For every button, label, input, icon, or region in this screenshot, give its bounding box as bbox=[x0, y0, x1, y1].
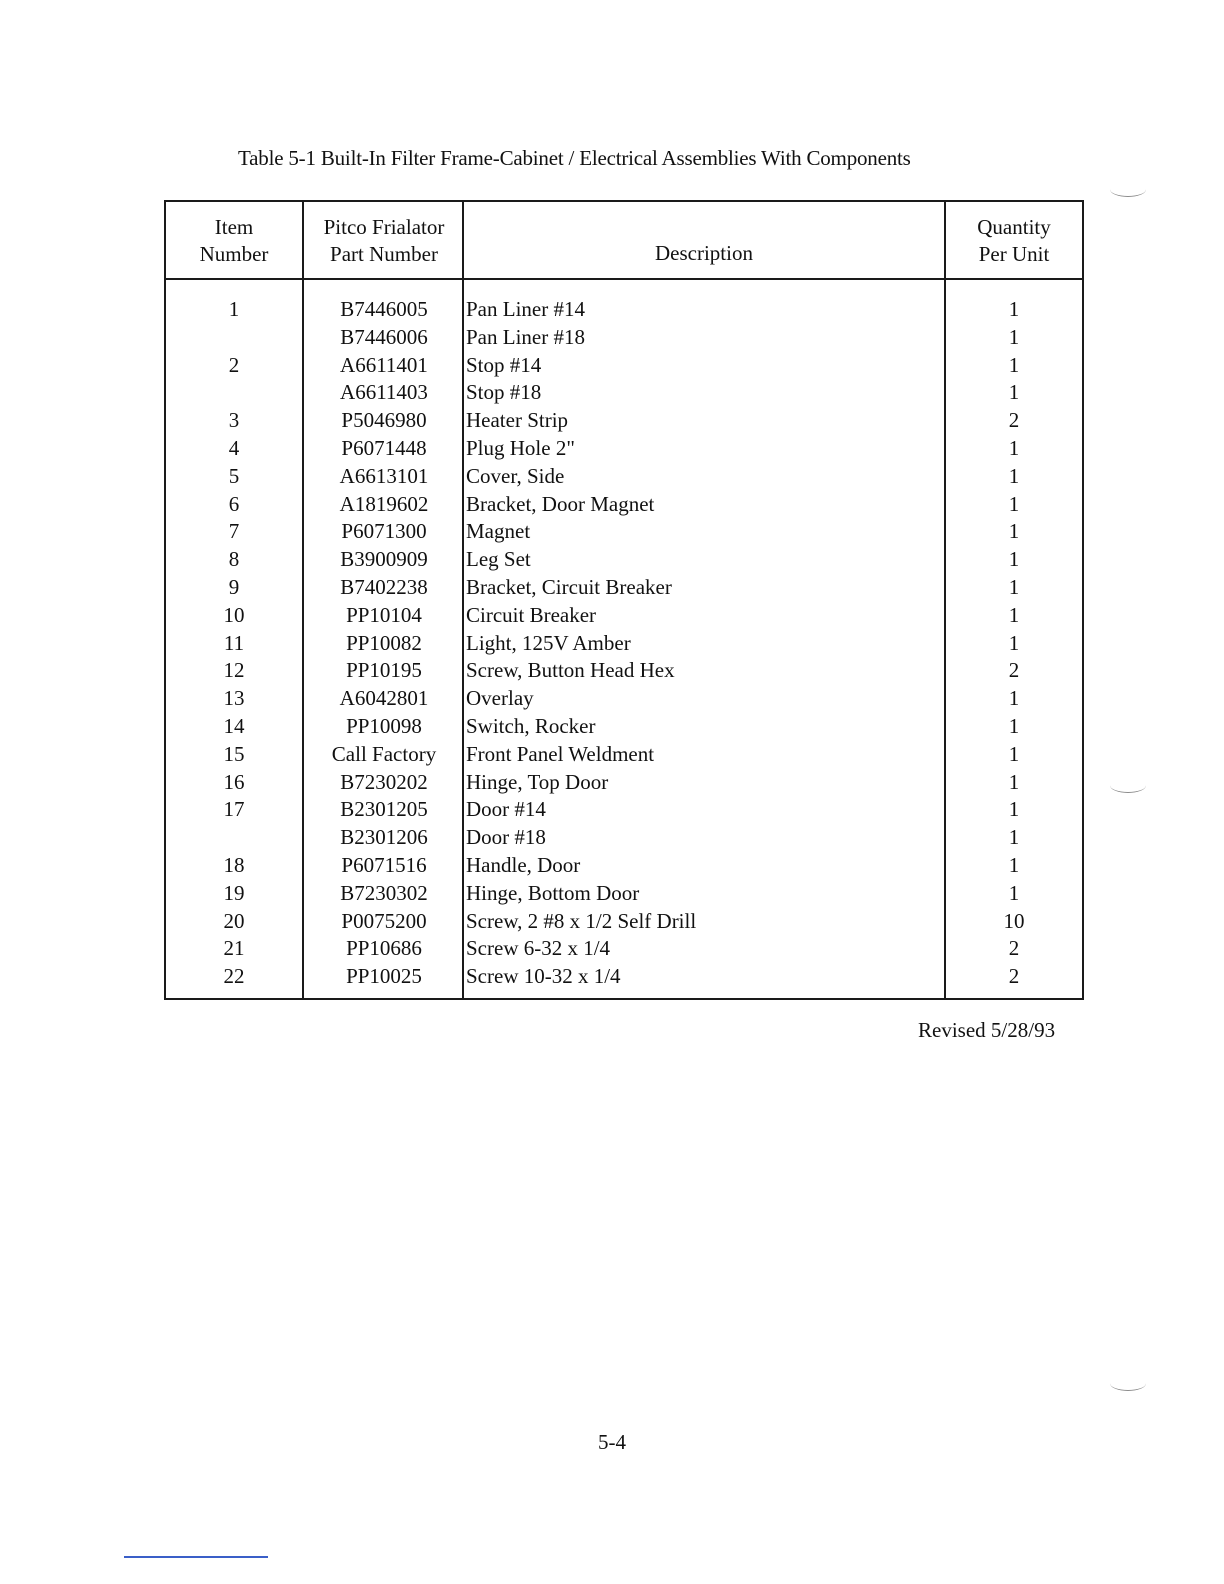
cell-description: Leg Set bbox=[466, 547, 531, 572]
cell-quantity: 10 bbox=[1003, 908, 1025, 933]
cell-quantity: 1 bbox=[1008, 741, 1020, 766]
cell-description: Switch, Rocker bbox=[466, 713, 596, 738]
cell-description: Pan Liner #18 bbox=[466, 324, 585, 349]
cell-item-number: 14 bbox=[223, 713, 245, 738]
cell-part-number: B2301205 bbox=[340, 797, 428, 822]
table-row bbox=[166, 657, 1082, 685]
cell-description: Door #14 bbox=[466, 797, 546, 822]
table-row bbox=[166, 602, 1082, 630]
cell-quantity: 1 bbox=[1008, 797, 1020, 822]
page-number: 5-4 bbox=[598, 1430, 626, 1454]
header-item-number bbox=[166, 202, 302, 278]
table-row bbox=[166, 852, 1082, 880]
table-row bbox=[166, 296, 1082, 324]
table-row bbox=[166, 324, 1082, 352]
cell-quantity: 1 bbox=[1008, 297, 1020, 321]
cell-description: Pan Liner #14 bbox=[466, 297, 585, 321]
cell-item-number: 13 bbox=[223, 686, 245, 711]
header-quantity bbox=[946, 202, 1082, 278]
table-row bbox=[166, 463, 1082, 491]
cell-quantity: 1 bbox=[1008, 852, 1020, 877]
header-qty-line1: Quantity bbox=[977, 215, 1051, 239]
cell-quantity: 1 bbox=[1008, 380, 1020, 405]
cell-description: Circuit Breaker bbox=[466, 602, 597, 627]
table-row bbox=[166, 908, 1082, 936]
cell-item-number: 18 bbox=[223, 852, 245, 877]
cell-quantity: 1 bbox=[1008, 769, 1020, 794]
cell-quantity: 1 bbox=[1008, 825, 1020, 850]
cell-description: Screw 10-32 x 1/4 bbox=[466, 964, 621, 989]
table-row bbox=[166, 769, 1082, 797]
cell-description: Light, 125V Amber bbox=[466, 630, 631, 655]
cell-part-number: Call Factory bbox=[331, 741, 437, 766]
margin-rule bbox=[124, 1556, 268, 1558]
cell-part-number: A6613101 bbox=[339, 463, 429, 488]
table-row bbox=[166, 630, 1082, 658]
table-row bbox=[166, 379, 1082, 407]
table-row bbox=[166, 352, 1082, 380]
cell-description: Door #18 bbox=[466, 825, 546, 850]
cell-description: Hinge, Top Door bbox=[466, 769, 609, 794]
cell-item-number: 2 bbox=[228, 352, 240, 377]
table-row bbox=[166, 491, 1082, 519]
cell-description: Screw 6-32 x 1/4 bbox=[466, 936, 611, 961]
cell-quantity: 1 bbox=[1008, 574, 1020, 599]
table-row bbox=[166, 824, 1082, 852]
cell-description: Stop #18 bbox=[466, 380, 542, 405]
cell-quantity: 1 bbox=[1008, 519, 1020, 544]
cell-part-number: PP10082 bbox=[346, 630, 422, 655]
cell-item-number: 22 bbox=[223, 964, 245, 989]
cell-part-number: P5046980 bbox=[341, 408, 427, 433]
cell-part-number: P0075200 bbox=[341, 908, 427, 933]
cell-part-number: PP10025 bbox=[346, 964, 422, 989]
cell-quantity: 1 bbox=[1008, 630, 1020, 655]
cell-part-number: PP10104 bbox=[346, 602, 422, 627]
cell-part-number: PP10195 bbox=[346, 658, 422, 683]
cell-part-number: P6071300 bbox=[341, 519, 427, 544]
cell-item-number: 3 bbox=[228, 408, 240, 433]
punch-hole-mark bbox=[1110, 1376, 1146, 1391]
cell-quantity: 1 bbox=[1008, 324, 1020, 349]
table-row bbox=[166, 796, 1082, 824]
cell-description: Plug Hole 2" bbox=[466, 435, 575, 460]
cell-part-number: P6071448 bbox=[341, 435, 427, 460]
cell-part-number: A6611403 bbox=[340, 380, 428, 405]
cell-quantity: 1 bbox=[1008, 880, 1020, 905]
cell-item-number: 9 bbox=[228, 574, 240, 599]
cell-part-number: PP10098 bbox=[346, 713, 422, 738]
cell-part-number: B7446005 bbox=[340, 297, 428, 321]
header-description-label: Description bbox=[655, 241, 753, 265]
cell-part-number: A1819602 bbox=[339, 491, 429, 516]
cell-item-number: 7 bbox=[228, 519, 240, 544]
cell-part-number: A6042801 bbox=[339, 686, 429, 711]
table-row bbox=[166, 880, 1082, 908]
cell-part-number: B7402238 bbox=[340, 574, 428, 599]
cell-quantity: 2 bbox=[1008, 658, 1020, 683]
header-item-line2: Number bbox=[199, 242, 269, 266]
cell-quantity: 1 bbox=[1008, 547, 1020, 572]
cell-item-number: 8 bbox=[228, 547, 240, 572]
header-item-line1: Item bbox=[214, 215, 254, 239]
revised-date: Revised 5/28/93 bbox=[918, 1018, 1056, 1042]
cell-description: Screw, Button Head Hex bbox=[466, 658, 675, 683]
cell-item-number: 12 bbox=[223, 658, 245, 683]
cell-quantity: 1 bbox=[1008, 463, 1020, 488]
cell-part-number: P6071516 bbox=[341, 852, 427, 877]
cell-part-number: B2301206 bbox=[340, 825, 428, 850]
cell-part-number: B7230302 bbox=[340, 880, 428, 905]
cell-item-number: 10 bbox=[223, 602, 245, 627]
table-row bbox=[166, 546, 1082, 574]
cell-description: Hinge, Bottom Door bbox=[466, 880, 640, 905]
cell-item-number: 1 bbox=[228, 297, 240, 321]
cell-quantity: 1 bbox=[1008, 686, 1020, 711]
cell-quantity: 1 bbox=[1008, 602, 1020, 627]
header-part-number bbox=[304, 202, 464, 278]
table-row bbox=[166, 741, 1082, 769]
header-description bbox=[464, 202, 944, 278]
table-row bbox=[166, 713, 1082, 741]
table-row bbox=[166, 935, 1082, 963]
cell-description: Screw, 2 #8 x 1/2 Self Drill bbox=[466, 908, 697, 933]
header-part-line2: Part Number bbox=[330, 242, 438, 266]
cell-item-number: 11 bbox=[223, 630, 245, 655]
cell-item-number: 20 bbox=[223, 908, 245, 933]
cell-item-number: 21 bbox=[223, 936, 245, 961]
cell-quantity: 2 bbox=[1008, 408, 1020, 433]
header-qty-line2: Per Unit bbox=[978, 242, 1050, 266]
parts-table bbox=[164, 200, 1084, 1000]
table-row bbox=[166, 574, 1082, 602]
cell-item-number: 16 bbox=[223, 769, 245, 794]
cell-item-number: 17 bbox=[223, 797, 245, 822]
punch-hole-mark bbox=[1110, 182, 1146, 197]
cell-description: Heater Strip bbox=[466, 408, 569, 433]
cell-quantity: 1 bbox=[1008, 435, 1020, 460]
cell-description: Handle, Door bbox=[466, 852, 581, 877]
cell-item-number: 5 bbox=[228, 463, 240, 488]
cell-quantity: 2 bbox=[1008, 964, 1020, 989]
cell-description: Front Panel Weldment bbox=[466, 741, 655, 766]
cell-part-number: A6611401 bbox=[340, 352, 428, 377]
cell-description: Cover, Side bbox=[466, 463, 565, 488]
cell-description: Bracket, Circuit Breaker bbox=[466, 574, 672, 599]
cell-quantity: 1 bbox=[1008, 491, 1020, 516]
cell-quantity: 2 bbox=[1008, 936, 1020, 961]
cell-item-number: 6 bbox=[228, 491, 240, 516]
table-row bbox=[166, 435, 1082, 463]
table-body bbox=[166, 296, 1082, 991]
cell-description: Stop #14 bbox=[466, 352, 542, 377]
table-row bbox=[166, 685, 1082, 713]
cell-description: Magnet bbox=[466, 519, 531, 544]
cell-item-number: 4 bbox=[228, 435, 240, 460]
punch-hole-mark bbox=[1110, 778, 1146, 793]
table-caption: Table 5-1 Built-In Filter Frame-Cabinet / Electrical Assemblies With Components bbox=[238, 146, 911, 170]
header-part-line1: Pitco Frialator bbox=[323, 215, 445, 239]
table-row bbox=[166, 407, 1082, 435]
cell-quantity: 1 bbox=[1008, 713, 1020, 738]
cell-item-number: 19 bbox=[223, 880, 245, 905]
cell-part-number: B7230202 bbox=[340, 769, 428, 794]
cell-item-number: 15 bbox=[223, 741, 245, 766]
table-row bbox=[166, 518, 1082, 546]
table-row bbox=[166, 963, 1082, 991]
cell-description: Bracket, Door Magnet bbox=[466, 491, 655, 516]
cell-description: Overlay bbox=[466, 686, 534, 711]
cell-part-number: B3900909 bbox=[340, 547, 428, 572]
cell-quantity: 1 bbox=[1008, 352, 1020, 377]
cell-part-number: PP10686 bbox=[346, 936, 422, 961]
cell-part-number: B7446006 bbox=[340, 324, 428, 349]
